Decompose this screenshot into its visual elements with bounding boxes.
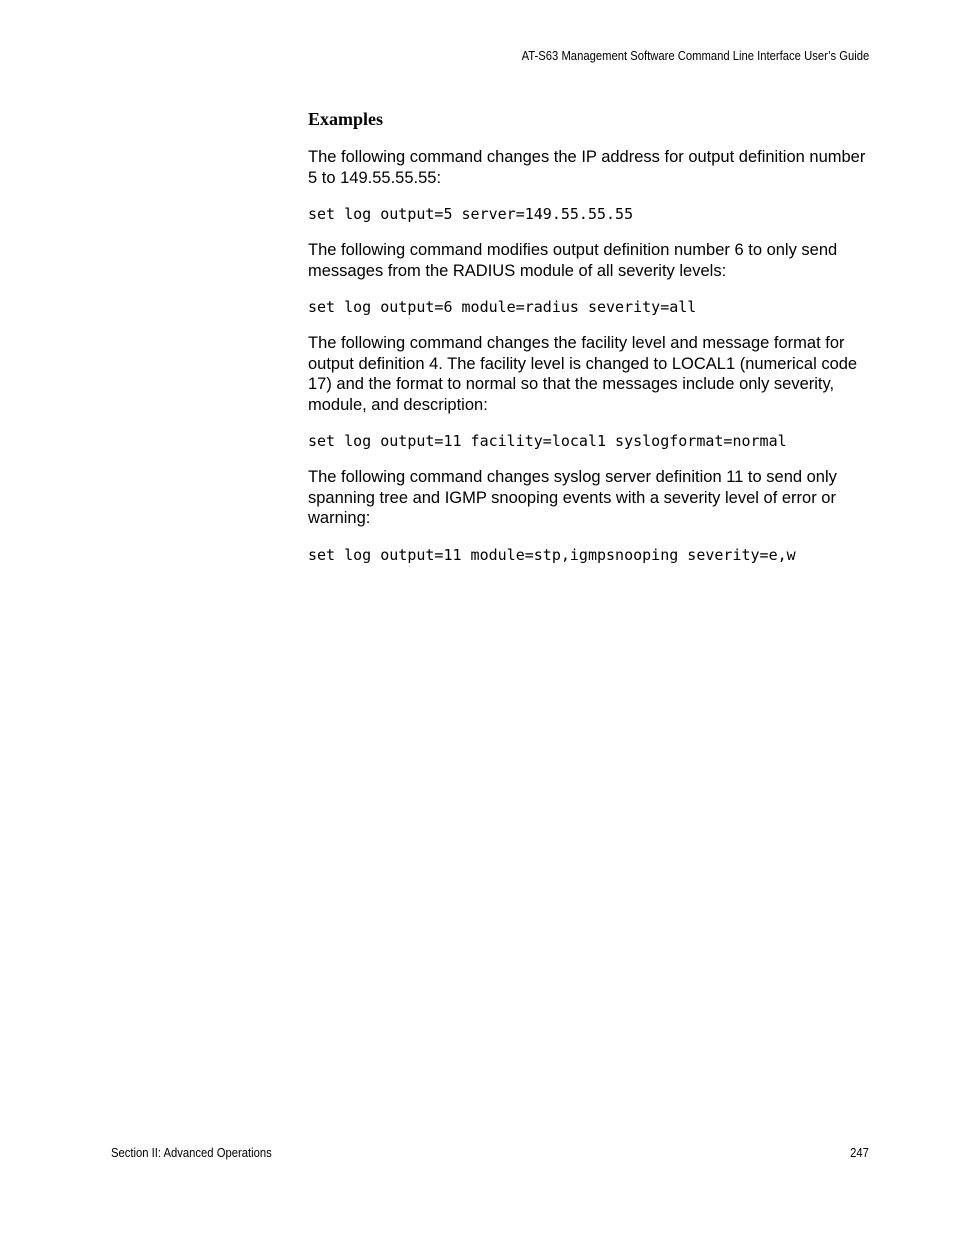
example-description: The following command changes the IP address for output definition number 5 to 149.55.55.55: <box>308 148 866 187</box>
page-content <box>308 107 873 581</box>
example-description: The following command modifies output definition number 6 to only send messages from the RADIUS module of all severity levels: <box>308 241 838 280</box>
example-description: The following command changes the facility level and message format for output definition 4. The facility level is changed to LOCAL1 (numerical code 17) and the format to normal so that the messages include only severity, module, and description: <box>308 334 858 414</box>
example-description: The following command changes syslog server definition 11 to send only spanning tree and IGMP snooping events with a severity level of error or warning: <box>308 468 837 527</box>
command-example: set log output=11 module=stp,igmpsnooping severity=e,w <box>308 545 796 564</box>
command-example: set log output=5 server=149.55.55.55 <box>308 205 634 223</box>
footer-section-name: Section II: Advanced Operations <box>111 1146 272 1160</box>
command-example: set log output=6 module=radius severity=all <box>308 298 697 316</box>
running-header: AT-S63 Management Software Command Line Interface User’s Guide <box>521 49 869 63</box>
footer-page-number: 247 <box>850 1146 869 1160</box>
section-heading: Examples <box>308 109 384 129</box>
command-example: set log output=11 facility=local1 syslogformat=normal <box>308 432 787 450</box>
